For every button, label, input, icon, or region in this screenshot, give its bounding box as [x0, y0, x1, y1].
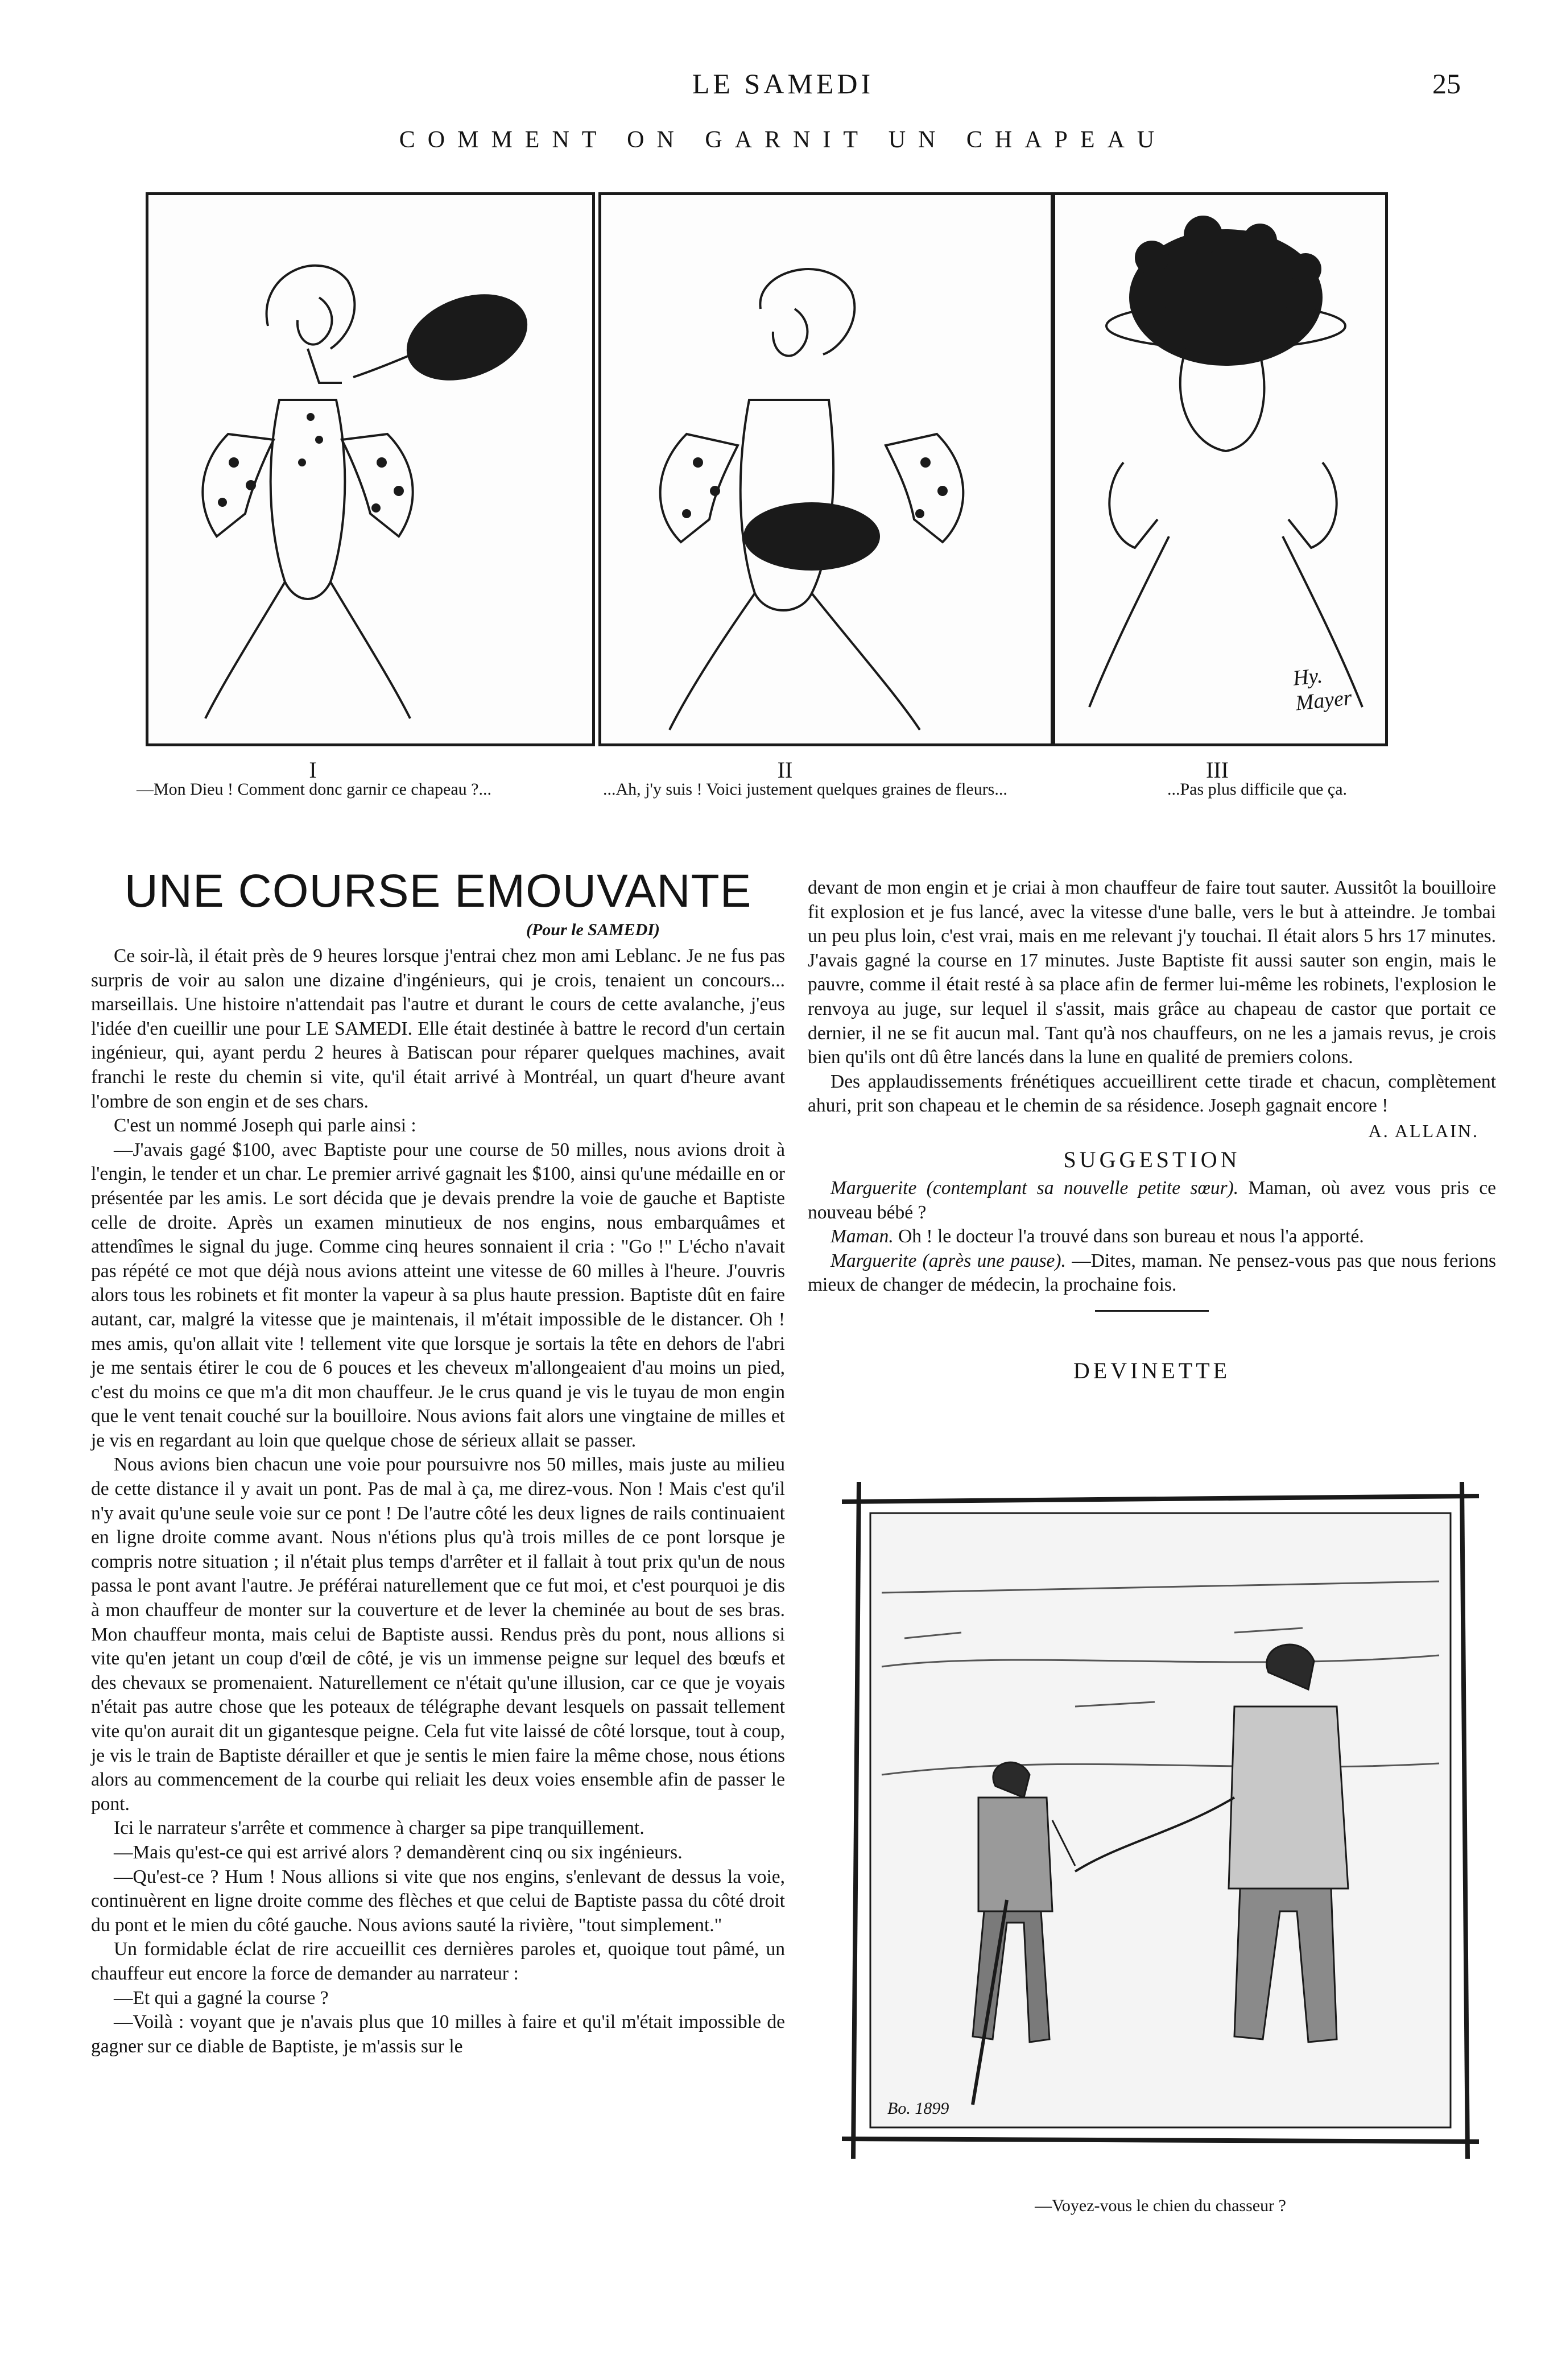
article-paragraph: —J'avais gagé $100, avec Baptiste pour une course de 50 milles, nous avions droit à l'engin, le tender et un char. Le premier arrivé gagnait les $100, ainsi qu'une médaille en or présentée par les amis. Le sort décida que je devais prendre la voie de gauche et Baptiste celle de droite. Après un examen minutieux de nos engins, nous embarquâmes et attendîmes le signal du juge. Comme cinq heures sonnaient il cria : "Go !" L'écho n'avait pas répété ce mot que déjà nous avions atteint une vitesse de 60 milles à l'heure. J'ouvris alors tous les robinets et fit monter la vapeur à sa plus haute pression. Baptiste dût en faire autant, car, malgré la vitesse que je maintenais, il m'était impossible de le distancer. Oh ! mes amis, qu'on allait vite ! tellement vite que lorsque je sortais la tête en dehors de l'abri je me sentais étirer le cou de 6 pouces et les cheveux m'allongeaient d'au moins un pied, c'est du moins ce que m'a dit mon chauffeur. Je le crus quand je vis le tuyau de mon engin que le vent tenait couché sur la bouilloire. Nous avions fait alors une vingtaine de milles et je vis en regardant au loin que quelque chose de sérieux allait se passer.	[91, 1139, 785, 1451]
devinette-artist-signature: Bo. 1899	[887, 2099, 949, 2118]
article-left-column	[91, 865, 785, 2059]
article-continuation	[808, 876, 1496, 1118]
article-paragraph: —Voilà : voyant que je n'avais plus que 10 milles à faire et qu'il m'était impossible de gagner sur ce diable de Baptiste, je m'assis sur le	[91, 2011, 785, 2057]
suggestion-title: SUGGESTION	[1063, 1146, 1241, 1172]
article-paragraph: —Qu'est-ce ? Hum ! Nous allions si vite que nos engins, s'enlevant de dessus la voie, continuèrent en ligne droite comme des flèches et que celui de Baptiste passa du côté droit du pont et le mien du côté gauche. Nous avions sauté la rivière, "tout simplement."	[91, 1866, 785, 1936]
panel-2-caption: ...Ah, j'y suis ! Voici justement quelques graines de fleurs...	[603, 780, 1007, 799]
article-title: UNE COURSE EMOUVANTE	[124, 865, 752, 917]
suggestion-line	[808, 1176, 1496, 1225]
article-paragraph: devant de mon engin et je criai à mon chauffeur de faire tout sauter. Aussitôt la bouilloire fit explosion et je fus lancé, avec la vitesse d'une balle, vers le but à atteindre. Je tombai un peu plus loin, c'est vrai, mais en me relevant j'y touchai. Il était alors 5 hrs 17 minutes. J'avais gagné la course en 17 minutes. Juste Baptiste fit aussi sauter son engin, mais le pauvre, comme il était resté à sa place afin de fermer lui-même les robinets, l'explosion le renvoya au juge, sur lequel il s'assit, mais grâce au chapeau de castor que portait ce dernier, il ne se fit aucun mal. Tant qu'à nos chauffeurs, on ne les a jamais revus, je crois bien qu'ils ont dû être lancés dans la lune en qualité de premiers colons.	[808, 877, 1496, 1068]
suggestion-text: —Dites, maman. Ne pensez-vous pas que nous ferions mieux de changer de médecin, la prochaine fois.	[808, 1250, 1496, 1296]
article-paragraph: Un formidable éclat de rire accueillit ces dernières paroles et, quoique tout pâmé, un chauffeur eut encore la force de demander au narrateur :	[91, 1939, 785, 1984]
article-paragraph: C'est un nommé Joseph qui parle ainsi :	[114, 1115, 416, 1137]
suggestion-text: Oh ! le docteur l'a trouvé dans son bureau et nous l'a apporté.	[898, 1226, 1364, 1247]
panel-1-numeral: I	[309, 757, 317, 783]
article-paragraph: —Mais qu'est-ce qui est arrivé alors ? demandèrent cinq ou six ingénieurs.	[114, 1841, 683, 1863]
running-header-title: LE SAMEDI	[692, 68, 874, 100]
article-paragraph: —Et qui a gagné la course ?	[114, 1987, 329, 2009]
article-right-column	[808, 876, 1496, 1384]
cartoon-panel-2	[598, 192, 1053, 746]
cartoon-panel-3	[1052, 192, 1388, 746]
suggestion-text: Maman, où avez vous pris ce nouveau bébé ?	[808, 1177, 1496, 1223]
artist-signature: Hy. Mayer	[1291, 663, 1353, 716]
panel-3-caption: ...Pas plus difficile que ça.	[1167, 780, 1348, 799]
article-signature: A. ALLAIN.	[1368, 1120, 1479, 1141]
article-paragraph: Nous avions bien chacun une voie pour poursuivre nos 50 milles, mais juste au milieu de cette distance il y avait un pont. Pas de mal à ça, me direz-vous. Non ! Mais c'est qu'il n'y avait qu'une seule voie sur ce pont ! De l'autre côté les deux lignes de rails continuaient en ligne droite comme avant. Nous n'étions plus qu'à trois milles de ce pont lorsque je compris notre situation ; il n'était plus temps d'arrêter et il fallait à tout prix qu'un de nous passa le pont avant l'autre. Je préférai naturellement que ce fut moi, et c'est pourquoi je dis à mon chauffeur de monter sur la couverture et de lever la cheminée au bout de ses bras. Mon chauffeur monta, mais celui de Baptiste aussi. Rendus près du pont, nous allions si vite qu'en jetant un coup d'œil de côté, je vis un immense peigne sur lequel des bœufs et des chevaux se promenaient. Naturellement ce n'était qu'une illusion, car ce que je voyais n'était pas autre chose que les poteaux de télégraphe devant lesquels on passait tellement vite qu'on aurait dit un gigantesque peigne. Cela fut vite laissé de côté lorsque, tout à coup, je vis le train de Baptiste dérailler et que je sentis le mien faire la même chose, nous étions alors au commencement de la courbe qui reliait les deux voies ensemble afin de passer le pont.	[91, 1454, 785, 1815]
article-body	[91, 944, 785, 2059]
suggestion-speaker: Marguerite (après une pause).	[830, 1250, 1066, 1271]
panel-1-caption: —Mon Dieu ! Comment donc garnir ce chapeau ?...	[137, 780, 491, 799]
cartoon-title: COMMENT ON GARNIT UN CHAPEAU	[399, 127, 1167, 153]
suggestion-speaker: Maman.	[830, 1226, 894, 1247]
cartoon-panel-1	[146, 192, 595, 746]
suggestion-body	[808, 1176, 1496, 1298]
article-byline: (Pour le SAMEDI)	[526, 920, 660, 939]
panel-3-numeral: III	[1206, 757, 1229, 783]
devinette-picture	[836, 1479, 1485, 2162]
article-paragraph: Ici le narrateur s'arrête et commence à charger sa pipe tranquillement.	[114, 1817, 644, 1839]
article-paragraph: Ce soir-là, il était près de 9 heures lorsque j'entrai chez mon ami Leblanc. Je ne fus pas surpris de voir au salon une dizaine d'ingénieurs, qui je crois, tenaient un concours... marseillais. Une histoire n'attendait pas l'autre et durant le cours de cette avalanche, j'eus l'idée d'en cueillir une pour LE SAMEDI. Elle était destinée à battre le record d'un certain ingénieur, qui, ayant perdu 2 heures à Batiscan pour réparer quelques machines, avait franchi le reste du chemin si vite, qu'il était arrivé à Montréal, un quart d'heure avant l'ombre de son engin et de ses chars.	[91, 945, 785, 1112]
suggestion-speaker: Marguerite (contemplant sa nouvelle petite sœur).	[830, 1177, 1239, 1199]
panel-2-numeral: II	[777, 757, 793, 783]
article-paragraph: Des applaudissements frénétiques accueillirent cette tirade et chacun, complètement ahuri, prit son chapeau et le chemin de sa résidence. Joseph gagnait encore !	[808, 1071, 1496, 1117]
suggestion-line	[808, 1225, 1496, 1249]
devinette-title: DEVINETTE	[1073, 1357, 1231, 1383]
page-number: 25	[1432, 68, 1461, 100]
woman-with-seeds-illustration	[601, 195, 1051, 743]
suggestion-line	[808, 1249, 1496, 1298]
section-divider	[1095, 1310, 1209, 1312]
woman-with-hat-illustration	[148, 195, 592, 743]
devinette-caption: —Voyez-vous le chien du chasseur ?	[1035, 2196, 1286, 2215]
hunter-puzzle-illustration	[836, 1479, 1485, 2162]
